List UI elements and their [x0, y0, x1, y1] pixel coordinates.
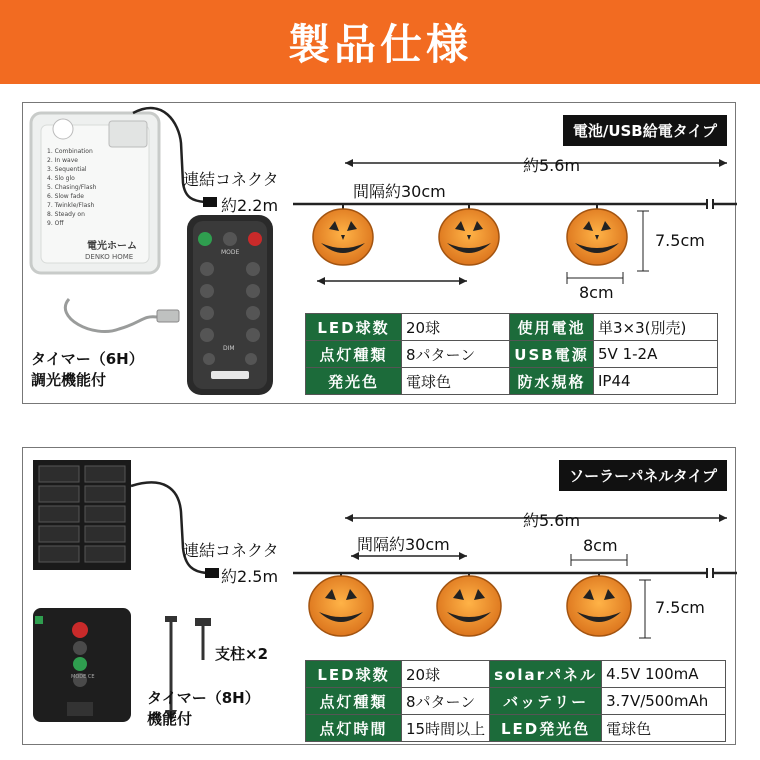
spec-value: 20球 [402, 314, 510, 341]
mode-item: 4. Slo glo [47, 175, 75, 182]
total-length-label: 約5.6m [523, 511, 581, 530]
table-row [306, 688, 726, 715]
total-length-label: 約5.6m [523, 156, 581, 175]
spec-value: 4.5V 100mA [602, 661, 726, 688]
mode-item: 7. Twinkle/Flash [47, 202, 95, 209]
pumpkin-lantern-icon [567, 573, 631, 636]
timer-caption-line2: 調光機能付 [31, 371, 107, 389]
mode-item: 3. Sequential [47, 166, 87, 173]
spec-key: 点灯時間 [306, 715, 402, 742]
table-row [306, 314, 718, 341]
spacing-label: 間隔約30cm [357, 535, 450, 554]
spec-key: バッテリー [490, 688, 602, 715]
spec-key: USB電源 [510, 341, 594, 368]
height-label: 7.5cm [655, 231, 705, 250]
spacing-label: 間隔約30cm [353, 182, 446, 201]
remote-dim-label: DIM [223, 345, 235, 352]
spec-key: 点灯種類 [306, 688, 402, 715]
type-label: ソーラーパネルタイプ [559, 460, 727, 491]
battery-usb-panel [22, 102, 736, 404]
mode-item: 9. Off [47, 220, 64, 227]
spec-key: 防水規格 [510, 368, 594, 395]
remote-control-icon [187, 215, 273, 395]
spec-key: solarパネル [490, 661, 602, 688]
spec-value: 単3×3(別売) [594, 314, 718, 341]
mode-item: 8. Steady on [47, 211, 85, 218]
spec-value: IP44 [594, 368, 718, 395]
connector-icon [203, 197, 217, 207]
height-label: 7.5cm [655, 598, 705, 617]
remote-mode-label: MODE [221, 249, 240, 256]
spec-key: LED球数 [306, 314, 402, 341]
width-label: 8cm [579, 283, 614, 302]
spec-value: 8パターン [402, 341, 510, 368]
control-box-label: MODE CE [71, 674, 95, 680]
timer-caption [147, 688, 260, 730]
stakes-label: 支柱×2 [215, 645, 269, 663]
spec-value: 20球 [402, 661, 490, 688]
spec-key: LED発光色 [490, 715, 602, 742]
usb-plug-icon [157, 310, 179, 322]
pumpkin-lantern-icon [439, 204, 499, 265]
mode-item: 6. Slow fade [47, 193, 84, 200]
pumpkin-lantern-icon [309, 573, 373, 636]
spec-key: 点灯種類 [306, 341, 402, 368]
connector-label: 連結コネクタ [183, 541, 279, 560]
spec-value: 15時間以上 [402, 715, 490, 742]
pumpkin-lantern-icon [313, 204, 373, 265]
mode-list [47, 147, 143, 228]
mode-item: 1. Combination [47, 148, 93, 155]
table-row [306, 661, 726, 688]
spec-value: 5V 1-2A [594, 341, 718, 368]
control-box-icon [33, 608, 131, 722]
spec-table [305, 660, 726, 742]
spec-key: 発光色 [306, 368, 402, 395]
spec-key: 使用電池 [510, 314, 594, 341]
box-brand: DENKO HOME [85, 253, 134, 261]
table-row [306, 341, 718, 368]
spec-value: 8パターン [402, 688, 490, 715]
page-title: 製品仕様 [287, 20, 472, 69]
solar-panel-icon [33, 460, 131, 570]
timer-caption-line1: タイマー（8H） [147, 689, 260, 707]
solar-panel-section [22, 447, 736, 745]
pumpkin-lantern-icon [567, 204, 627, 265]
title-banner [0, 0, 760, 84]
timer-caption-line2: 機能付 [147, 710, 193, 728]
spec-value: 電球色 [402, 368, 510, 395]
timer-caption [31, 349, 144, 391]
usb-cable-icon [65, 299, 157, 332]
mode-item: 2. In wave [47, 157, 78, 164]
type-label: 電池/USB給電タイプ [563, 115, 727, 146]
connector-length: 約2.2m [221, 196, 279, 215]
connector-length: 約2.5m [221, 567, 279, 586]
spec-key: LED球数 [306, 661, 402, 688]
spec-table [305, 313, 718, 395]
width-label: 8cm [583, 536, 618, 555]
table-row [306, 715, 726, 742]
box-label: 電光ホーム [87, 241, 137, 252]
table-row [306, 368, 718, 395]
timer-caption-line1: タイマー（6H） [31, 350, 144, 368]
mode-item: 5. Chasing/Flash [47, 184, 97, 191]
pumpkin-lantern-icon [437, 573, 501, 636]
connector-label: 連結コネクタ [183, 170, 279, 189]
spec-value: 3.7V/500mAh [602, 688, 726, 715]
connector-icon [205, 568, 219, 578]
spec-value: 電球色 [602, 715, 726, 742]
